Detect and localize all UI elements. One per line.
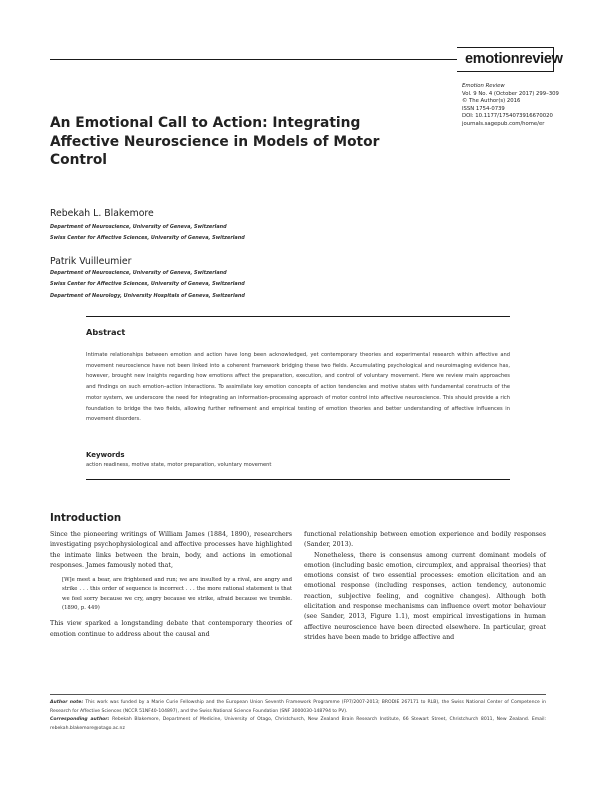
author-affiliation: Department of Neurology, University Hospitals of Geneva, Switzerland: [50, 292, 245, 299]
abstract-heading: Abstract: [86, 327, 126, 337]
journal-logo: [457, 47, 563, 72]
left-column: [50, 530, 292, 640]
abstract-bottom-rule: [86, 479, 510, 480]
footnote: [50, 699, 546, 733]
journal-issn: ISSN 1754-0739: [462, 105, 505, 112]
article-title: [50, 114, 380, 170]
keywords-text: action readiness, motive state, motor preparation, voluntary movement: [86, 462, 272, 468]
paragraph: Nonetheless, there is consensus among current dominant models of emotion (including basic emotion, circumplex, and appraisal theories) that emotions consist of two essential processes: emotion elicitation and an emotional response (including responses, action tendency, autonomic reaction, subjective feeling, and cognitive changes). Although both elicitation and response mechanisms can influence overt motor behaviour (see Sander, 2013, Figure 1.1), most empirical investigations in human affective neuroscience have been directed elsewhere. In particular, great strides have been made to bridge affective and: [304, 551, 546, 641]
corresponding-label: Corresponding author:: [50, 717, 110, 723]
author-note-label: Author note:: [50, 700, 84, 705]
paragraph: This view sparked a longstanding debate that contemporary theories of emotion continue to address about the causal and: [50, 620, 292, 638]
abstract-top-rule: [86, 316, 510, 317]
logo-word-emotion: emotion: [465, 51, 520, 67]
journal-copyright: © The Author(s) 2016: [462, 98, 521, 105]
footnote-rule: [50, 694, 546, 695]
right-column: [304, 530, 546, 643]
abstract-text: Intimate relationships between emotion and action have long been acknowledged, yet contemporary theories and experimental research within affective and movement neuroscience have not been linked into a coherent framework bridging these two fields. Accumulating psychological and neuroimaging evidence has, however, brought new insights regarding how emotions affect the preparation, execution, and control of voluntary movement. Here we review main approaches and findings on such emotion–action interactions. To assimilate key emotion concepts of action tendencies and motive states with fundamental constructs of the motor system, we underscore the need for integrating an information-processing approach of motor control into affective neuroscience. This should provide a rich foundation to bridge the two fields, allowing further refinement and empirical testing of emotion theories and better understanding of affective influences in movement disorders.: [86, 352, 510, 423]
header-rule: [50, 59, 457, 60]
corresponding-text: Rebekah Blakemore, Department of Medicine, University of Otago, Christchurch, New Zealand Brain Research Institute, 66 Stewart Street, Christchurch 8011, New Zealand. Email: rebekah.blakemore@otago.ac.nz: [50, 717, 546, 731]
block-quote: [W]e meet a bear, are frightened and run; we are insulted by a rival, are angry and strike . . . this order of sequence is incorrect . . . the more rational statement is that we feel sorry because we cry, angry because we strike, afraid because we tremble. (1890, p. 449): [62, 577, 292, 612]
author-affiliation: Department of Neuroscience, University of Geneva, Switzerland: [50, 270, 227, 276]
journal-doi: DOI: 10.1177/1754073916670020: [462, 113, 553, 120]
author-affiliation: Swiss Center for Affective Sciences, University of Geneva, Switzerland: [50, 281, 245, 288]
title-line: An Emotional Call to Action: Integrating: [50, 115, 361, 131]
title-line: Affective Neuroscience in Models of Motor: [50, 133, 380, 150]
author-affiliation: Department of Neuroscience, University of Geneva, Switzerland: [50, 224, 227, 230]
keywords-heading: Keywords: [86, 451, 125, 459]
journal-volume: Vol. 9 No. 4 (October 2017) 299–309: [462, 90, 559, 97]
author-name: Rebekah L. Blakemore: [50, 208, 154, 219]
logo-word-review: review: [519, 51, 563, 67]
paragraph: functional relationship between emotion experience and bodily responses (Sander, 2013).: [304, 531, 546, 549]
journal-website[interactable]: journals.sagepub.com/home/er: [462, 121, 545, 127]
title-line: Control: [50, 152, 108, 168]
paragraph: Since the pioneering writings of William James (1884, 1890), researchers investigating psychophysiological and affective processes have highlighted the intimate links between the brain, body, and actions in emotional responses. James famously noted that,: [50, 531, 292, 569]
author-affiliation: Swiss Center for Affective Sciences, University of Geneva, Switzerland: [50, 235, 245, 242]
author-name: Patrik Vuilleumier: [50, 256, 132, 267]
journal-name: Emotion Review: [462, 83, 505, 89]
introduction-heading: Introduction: [50, 513, 122, 524]
author-note-text: This work was funded by a Marie Curie Fellowship and the European Union Seventh Framework Programme (FP7/2007-2013; BRODIE 267171 to RLB), the Swiss National Center of Competence in Research for Affective Sciences (NCCR 51NF40-104897), and the Swiss National Science Foundation (SNF 3000030-148794 to PV).: [50, 700, 546, 714]
